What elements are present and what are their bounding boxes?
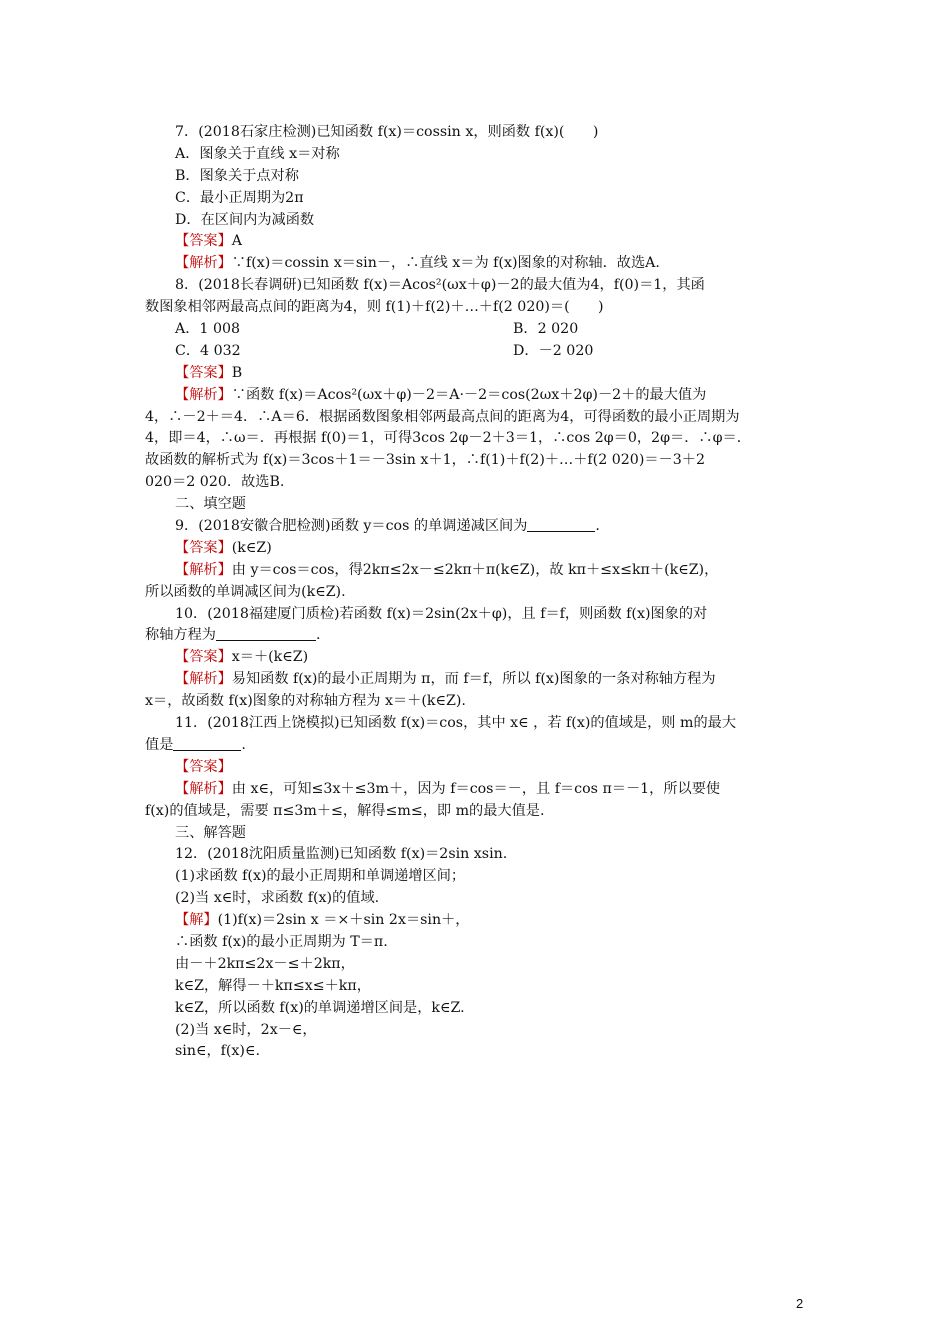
q11-stem-line1: 11．(2018江西上饶模拟)已知函数 f(x)＝cos，其中 x∈ ，若 f(x)的值域是，则 m的最大 [175, 715, 737, 732]
q12-solution-line2: ∴函数 f(x)的最小正周期为 T＝π. [175, 933, 388, 950]
q8-analysis-line5: 020＝2 020．故选B. [145, 474, 285, 491]
answer-tag: 【答案】 [175, 758, 232, 775]
q10-stem-text2: 称轴方程为 [145, 627, 216, 644]
q10-answer [145, 647, 810, 669]
analysis-tag: 【解析】 [175, 386, 232, 403]
q8-options-row2 [145, 341, 810, 363]
answer-blank [527, 517, 595, 532]
q11-answer [145, 757, 810, 779]
q8-answer-value: B [231, 364, 243, 381]
section-heading-fill-blank: 二、填空题 [175, 496, 246, 513]
analysis-tag: 【解析】 [175, 255, 232, 272]
q8-option-a: A．1 008 [175, 321, 241, 338]
q7-answer [145, 231, 810, 253]
q8-answer [145, 363, 810, 385]
analysis-tag: 【解析】 [175, 561, 232, 578]
answer-tag: 【答案】 [175, 539, 232, 556]
q7-option-d: D．在区间内为减函数 [175, 211, 315, 228]
q12-part1: (1)求函数 f(x)的最小正周期和单调递增区间； [175, 868, 466, 885]
q8-option-d: D．－2 020 [513, 342, 594, 359]
answer-tag: 【答案】 [175, 233, 232, 250]
q12-part2: (2)当 x∈时，求函数 f(x)的值域. [175, 890, 380, 907]
q12-solution-line1 [145, 910, 810, 932]
q7-option-a: A．图象关于直线 x＝对称 [175, 145, 340, 162]
document-page [145, 118, 810, 1063]
q9-answer [145, 538, 810, 560]
q10-answer-value: x＝＋(k∈Z) [231, 649, 309, 666]
q12-solution-line4: k∈Z，解得－＋kπ≤x≤＋kπ， [175, 977, 371, 994]
q8-analysis-line1 [145, 385, 810, 407]
q11-analysis-line1 [145, 779, 810, 801]
q10-analysis-line2: x＝，故函数 f(x)图象的对称轴方程为 x＝＋(k∈Z). [145, 693, 466, 710]
q12-solution-text1: (1)f(x)＝2sin x ＝×＋sin 2x＝sin＋， [217, 912, 470, 929]
answer-blank [173, 736, 241, 751]
q10-analysis-text1: 易知函数 f(x)的最小正周期为 π，而 f＝f，所以 f(x)图象的一条对称轴方程为 [231, 671, 716, 688]
answer-blank [216, 626, 316, 641]
q12-solution-line6: (2)当 x∈时，2x－∈， [175, 1021, 317, 1038]
q8-option-b: B．2 020 [513, 321, 579, 338]
q7-option-b: B．图象关于点对称 [175, 167, 299, 184]
q11-analysis-line2: f(x)的值域是，需要 π≤3m＋≤，解得≤m≤，即 m的最大值是. [145, 802, 545, 819]
solution-tag: 【解】 [175, 912, 218, 929]
q11-analysis-text1: 由 x∈，可知≤3x＋≤3m＋，因为 f＝cos＝－，且 f＝cos π＝－1，所以要使 [231, 780, 721, 797]
q8-options-row1 [145, 319, 810, 341]
answer-tag: 【答案】 [175, 364, 232, 381]
q10-stem-line1: 10．(2018福建厦门质检)若函数 f(x)＝2sin(2x＋φ)，且 f＝f，则函数 f(x)图象的对 [175, 605, 708, 622]
q8-analysis-line2: 4，∴－2＋＝4．∴A＝6．根据函数图象相邻两最高点间的距离为4，可得函数的最小正周期为 [145, 408, 740, 425]
q12-solution-line3: 由－＋2kπ≤2x－≤＋2kπ， [175, 955, 355, 972]
q9-stem-text: 9．(2018安徽合肥检测)函数 y＝cos 的单调递减区间为 [175, 518, 528, 535]
q7-analysis-text: ∵f(x)＝cossin x＝sin－，∴直线 x＝为 f(x)图象的对称轴．故选A. [231, 255, 660, 272]
page-number: 2 [796, 1296, 804, 1311]
q8-analysis-line3: 4，即＝4，∴ω＝．再根据 f(0)＝1，可得3cos 2φ－2＋3＝1，∴cos 2φ＝0，2φ＝．∴φ＝． [145, 430, 751, 447]
q8-analysis-text1: ∵函数 f(x)＝Acos²(ωx＋φ)－2＝A·－2＝cos(2ωx＋2φ)－2＋的最大值为 [231, 386, 707, 403]
q9-stem: 9．(2018安徽合肥检测)函数 y＝cos 的单调递减区间为 . [175, 518, 600, 535]
analysis-tag: 【解析】 [175, 780, 232, 797]
q10-stem-line2: 称轴方程为 . [145, 627, 321, 644]
analysis-tag: 【解析】 [175, 671, 232, 688]
q8-stem-line1: 8．(2018长春调研)已知函数 f(x)＝Acos²(ωx＋φ)－2的最大值为4，f(0)＝1，其函 [175, 277, 705, 294]
q7-option-c: C．最小正周期为2π [175, 189, 304, 206]
q9-answer-value: (k∈Z) [231, 539, 272, 556]
q9-analysis-text1: 由 y＝cos＝cos，得2kπ≤2x－≤2kπ＋π(k∈Z)，故 kπ＋≤x≤kπ＋(k∈Z)， [231, 561, 719, 578]
q7-stem: 7．(2018石家庄检测)已知函数 f(x)＝cossin x，则函数 f(x)( ) [175, 124, 599, 140]
q8-analysis-line4: 故函数的解析式为 f(x)＝3cos＋1＝－3sin x＋1，∴f(1)＋f(2)＋…＋f(2 020)＝－3＋2 [145, 452, 705, 469]
q7-analysis [145, 253, 810, 275]
q10-analysis-line1 [145, 669, 810, 691]
q12-solution-line7: sin∈，f(x)∈. [175, 1043, 260, 1060]
q11-stem-line2: 值是 . [145, 736, 246, 753]
q8-stem-line2: 数图象相邻两最高点间的距离为4，则 f(1)＋f(2)＋…＋f(2 020)＝( ) [145, 299, 604, 316]
q11-stem-text2: 值是 [145, 736, 174, 753]
q9-analysis-line2: 所以函数的单调减区间为(k∈Z). [145, 583, 346, 600]
q12-stem: 12．(2018沈阳质量监测)已知函数 f(x)＝2sin xsin. [175, 846, 508, 863]
q8-option-c: C．4 032 [175, 342, 241, 359]
q9-analysis-line1 [145, 560, 810, 582]
section-heading-solve: 三、解答题 [175, 824, 246, 841]
answer-tag: 【答案】 [175, 649, 232, 666]
q12-solution-line5: k∈Z，所以函数 f(x)的单调递增区间是，k∈Z. [175, 999, 465, 1016]
q7-answer-value: A [231, 233, 243, 250]
